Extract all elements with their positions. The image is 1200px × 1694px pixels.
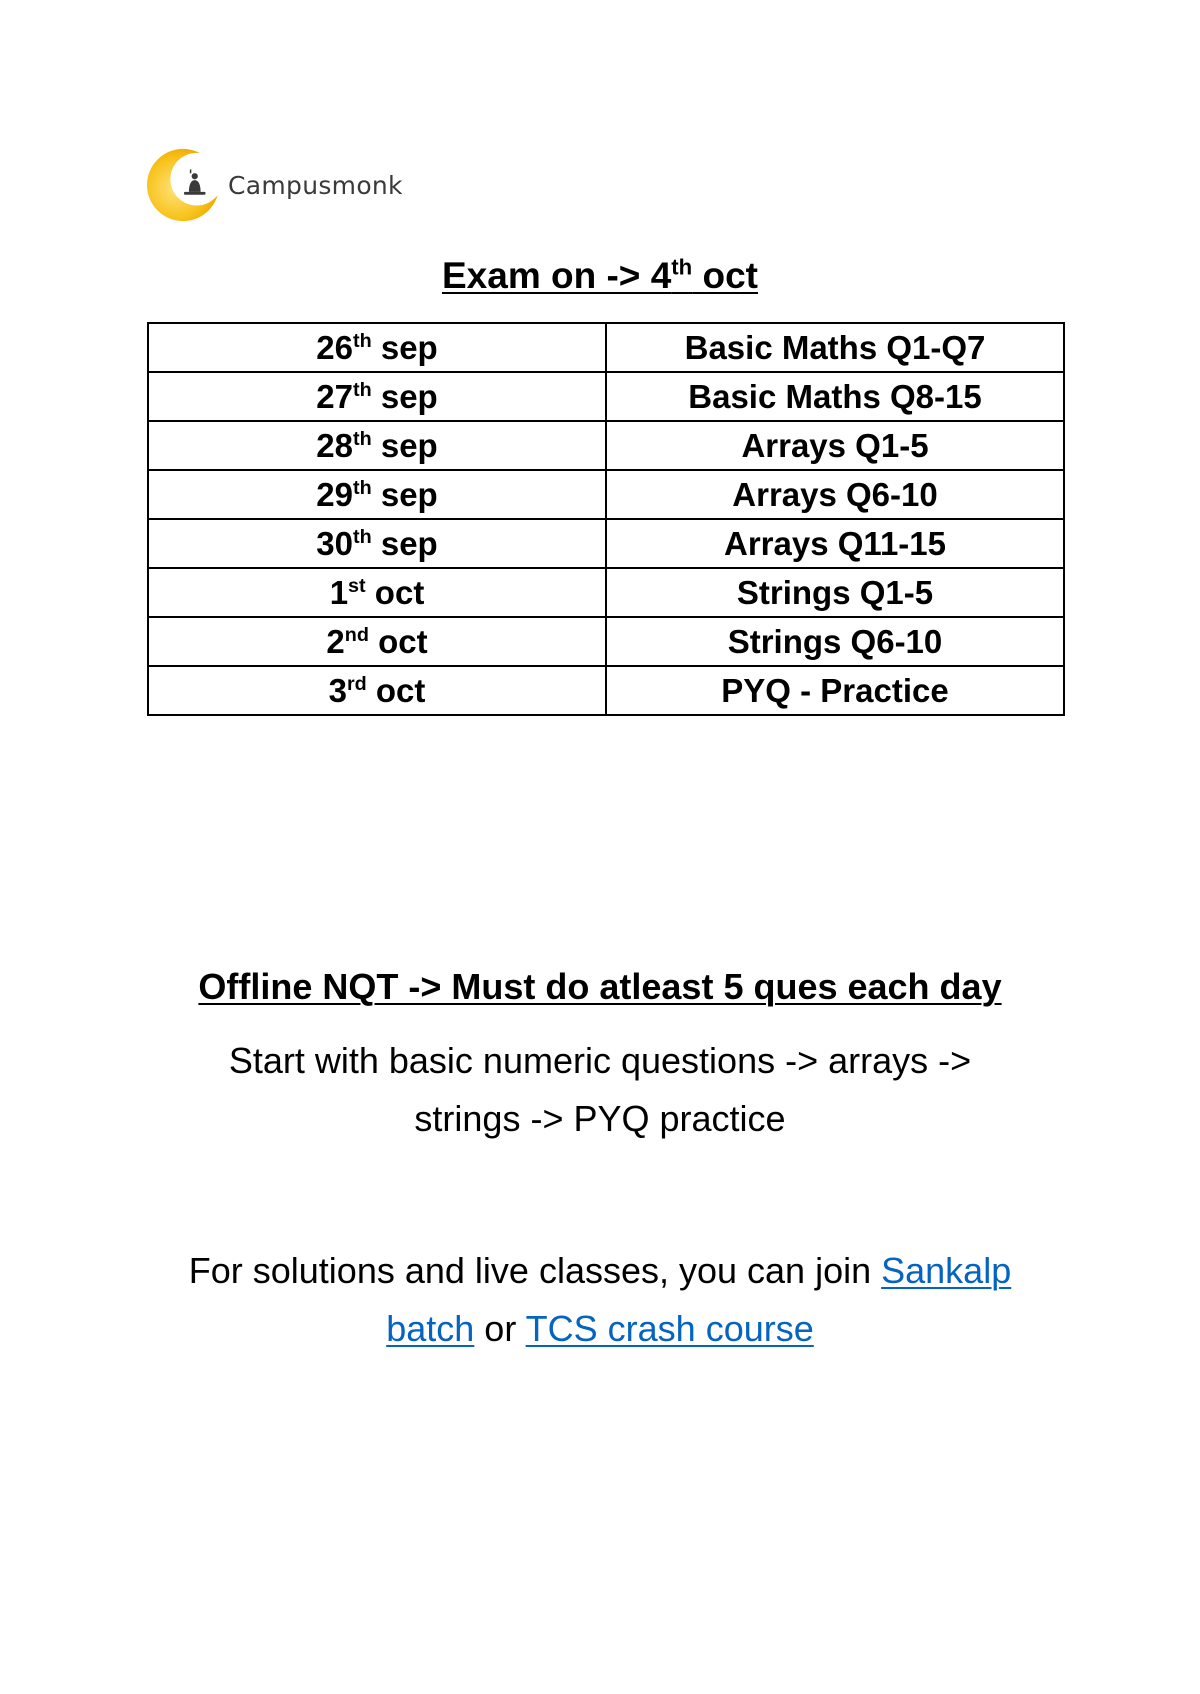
advice-line-1: Start with basic numeric questions -> arrays -> [228,1040,972,1081]
schedule-topic-cell: Arrays Q6-10 [606,470,1064,519]
join-line-2: batch or TCS crash course [386,1308,814,1349]
tcs-crash-course-link[interactable]: TCS crash course [525,1308,814,1349]
schedule-date-cell: 3rd oct [148,666,606,715]
schedule-topic-cell: Strings Q1-5 [606,568,1064,617]
schedule-row [148,568,1064,617]
brand-name: Campusmonk [228,170,403,200]
schedule-row [148,372,1064,421]
schedule-topic-cell: PYQ - Practice [606,666,1064,715]
schedule-date-cell: 28th sep [148,421,606,470]
join-info [0,1242,1200,1358]
offline-nqt-heading: Offline NQT -> Must do atleast 5 ques each day [198,966,1002,1007]
crescent-moon-monk-icon [146,146,224,224]
schedule-date-cell: 2nd oct [148,617,606,666]
schedule-topic-cell: Arrays Q1-5 [606,421,1064,470]
sankalp-batch-link[interactable]: Sankalp [881,1250,1012,1291]
schedule-date-cell: 27th sep [148,372,606,421]
schedule-date-cell: 26th sep [148,323,606,372]
schedule-topic-cell: Basic Maths Q8-15 [606,372,1064,421]
schedule-topic-cell: Strings Q6-10 [606,617,1064,666]
study-schedule-table [147,322,1065,716]
join-line-1: For solutions and live classes, you can join Sankalp [188,1250,1012,1291]
sankalp-batch-link-continued[interactable]: batch [386,1308,475,1349]
schedule-topic-cell: Basic Maths Q1-Q7 [606,323,1064,372]
schedule-row [148,323,1064,372]
schedule-topic-cell: Arrays Q11-15 [606,519,1064,568]
schedule-date-cell: 30th sep [148,519,606,568]
schedule-date-cell: 29th sep [148,470,606,519]
advice-line-2: strings -> PYQ practice [414,1098,786,1139]
study-advice [0,1032,1200,1148]
schedule-date-cell: 1st oct [148,568,606,617]
exam-date-title: Exam on -> 4th oct [441,254,758,296]
schedule-row [148,519,1064,568]
schedule-row [148,666,1064,715]
schedule-row [148,470,1064,519]
schedule-row [148,617,1064,666]
schedule-row [148,421,1064,470]
brand-logo [146,145,403,225]
